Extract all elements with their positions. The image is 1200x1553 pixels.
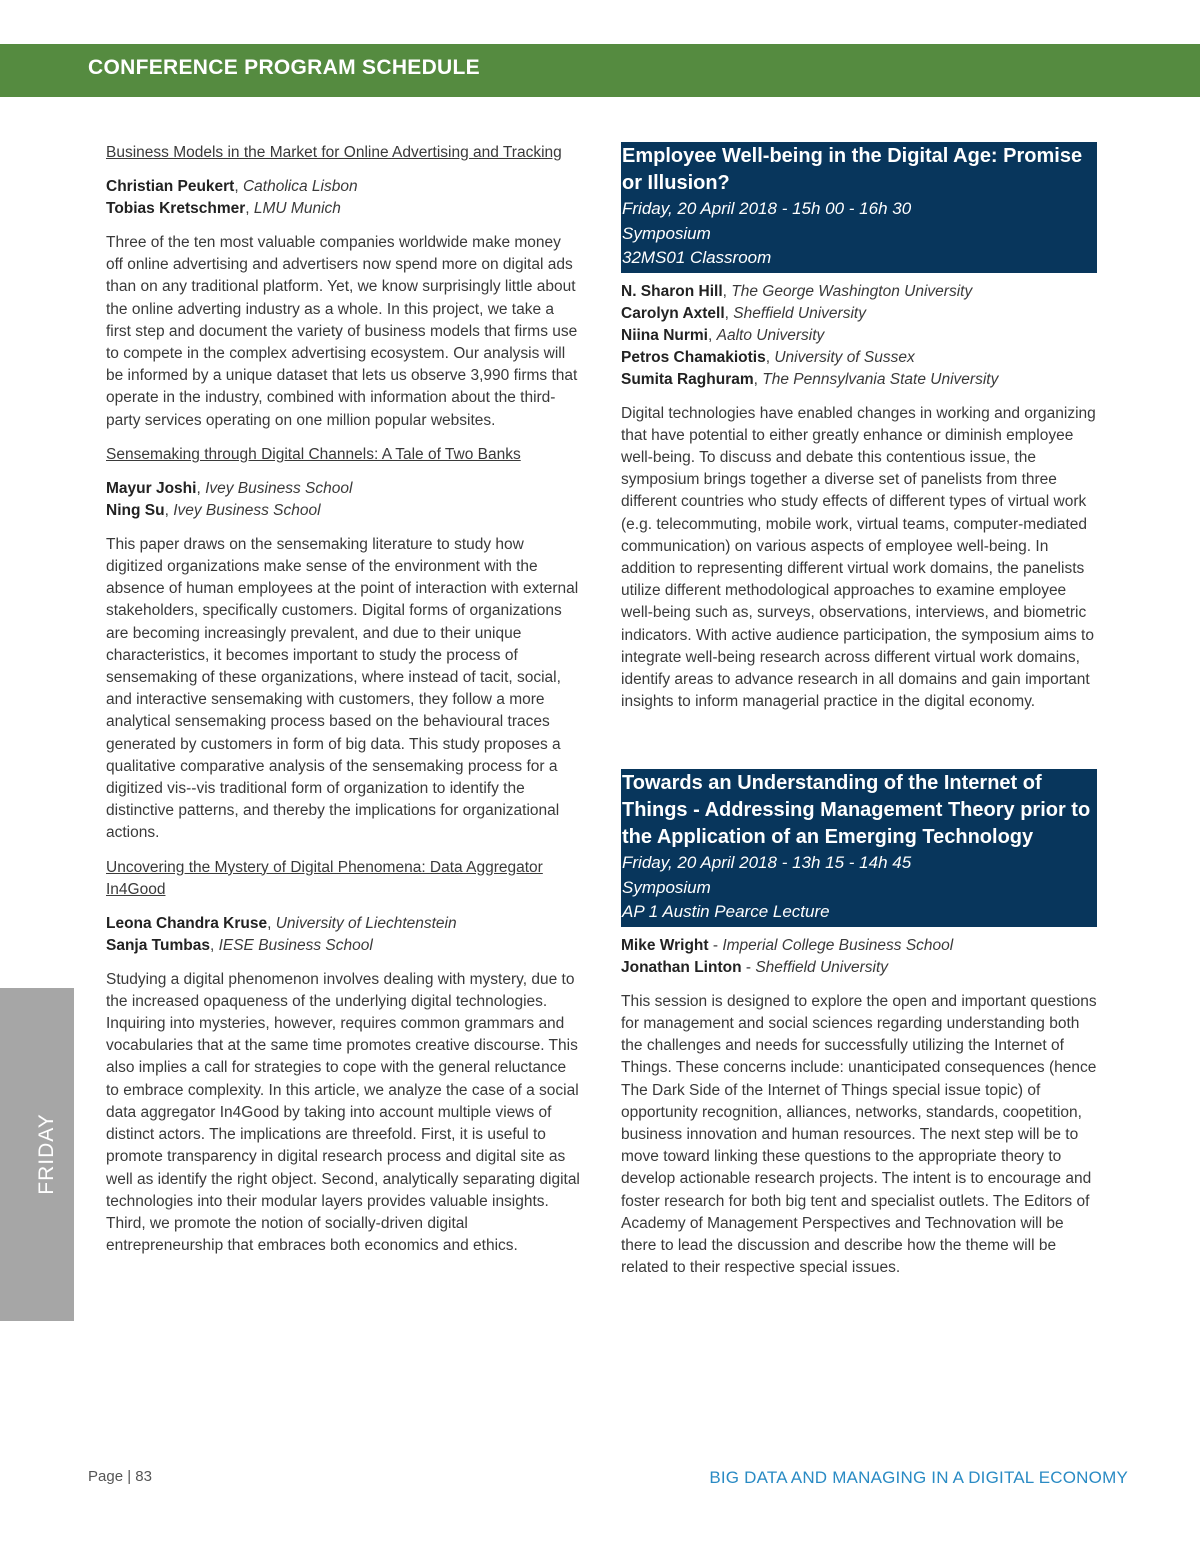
author-separator: , (765, 348, 775, 366)
author-list (106, 478, 580, 522)
paper-title: Uncovering the Mystery of Digital Phenomena: Data Aggregator In4Good (106, 858, 543, 898)
author-affiliation: University of Sussex (774, 348, 915, 366)
paper-title: Sensemaking through Digital Channels: A Tale of Two Banks (106, 445, 521, 463)
author-affiliation: University of Liechtenstein (275, 914, 457, 932)
author-line (621, 303, 1097, 325)
author-separator: - (741, 958, 756, 976)
author-name: Tobias Kretschmer (106, 200, 246, 217)
author-affiliation: Imperial College Business School (722, 936, 954, 954)
author-line (106, 500, 580, 522)
author-separator: , (164, 501, 174, 519)
section-spacer (621, 725, 1097, 769)
author-affiliation: Aalto University (716, 326, 825, 344)
session-type: Symposium (622, 223, 711, 243)
author-name: Mayur Joshi (106, 479, 197, 497)
paper-abstract: Studying a digital phenomenon involves dealing with mystery, due to the increased opaqueness of the underlying digital technologies. Inquiring into mysteries, however, requires common grammars and vocabularies that at the same time promotes creative discourse. This also implies a call for strategies to cope with the general reluctance to embrace complexity. In this article, we analyze the case of a social data aggregator In4Good by taking into account multiple views of distinct actors. The implications are threefold. First, it is useful to promote transparency in digital research process and digital site as well as identify the right object. Second, analytically separating digital technologies into their modular layers provides valuable insights. Third, we promote the notion of socially-driven digital entrepreneurship that embraces both economics and ethics. (106, 970, 580, 1255)
author-line (621, 935, 1097, 957)
author-line (106, 913, 580, 935)
author-separator: , (209, 936, 219, 954)
author-name: Leona Chandra Kruse (106, 914, 268, 932)
paper-title: Business Models in the Market for Online Advertising and Tracking (106, 144, 562, 161)
day-side-tab-label: FRIDAY (35, 1113, 58, 1195)
session-header-box (621, 142, 1097, 273)
author-name: Christian Peukert (106, 178, 235, 195)
paper-entry (106, 857, 580, 1258)
session-header-box (621, 769, 1097, 927)
session-abstract: This session is designed to explore the open and important questions for management and social sciences regarding understanding both the challenges and needs for successfully utilizing the Internet of Things. These concerns include: unanticipated consequences (hence The Dark Side of the Internet of Things special issue topic) of opportunity recognition, alliances, networks, standards, coopetition, business innovation and human resources. The next step will be to move toward linking these questions to the appropriate theory to develop actionable research projects. The intent is to encourage and foster research for both big tent and specialist outlets. The Editors of Academy of Management Perspectives and Technovation will be there to lead the discussion and describe how the theme will be related to their respective special issues. (621, 992, 1097, 1277)
author-affiliation: Sheffield University (733, 304, 866, 322)
author-line (106, 176, 580, 198)
author-name: Sanja Tumbas (106, 936, 210, 954)
author-separator: , (707, 326, 717, 344)
author-name: Petros Chamakiotis (621, 348, 766, 366)
author-name: Mike Wright (621, 936, 709, 954)
author-separator: , (234, 178, 243, 195)
author-list (621, 935, 1097, 979)
session-type: Symposium (622, 877, 711, 897)
author-name: Jonathan Linton (621, 958, 742, 976)
author-list (106, 913, 580, 957)
author-name: Niina Nurmi (621, 326, 708, 344)
author-separator: - (708, 936, 723, 954)
author-line (106, 478, 580, 500)
paper-abstract: This paper draws on the sensemaking literature to study how digitized organizations make sense of the environment with the absence of human employees at the point of interaction with external stakeholders, specifically customers. Digital forms of organizations are becoming increasingly prevalent, and due to their unique characteristics, it becomes important to study the process of sensemaking of these organizations, where instead of tacit, social, and interactive sensemaking with customers, they follow a more analytical sensemaking process based on the behavioural traces generated by customers in form of big data. This study proposes a qualitative comparative analysis of the sensemaking process for a digitized vis--vis traditional form of organization to identify the distinctive patterns, and thereby the implications for organizational actions. (106, 535, 579, 842)
author-line (621, 325, 1097, 347)
author-separator: , (753, 370, 763, 388)
author-name: N. Sharon Hill (621, 282, 723, 300)
author-affiliation: The Pennsylvania State University (762, 370, 999, 388)
session-title: Towards an Understanding of the Internet of Things - Addressing Management Theory prior to the Application of an Emerging Technology (622, 772, 1091, 849)
author-affiliation: LMU Munich (253, 200, 341, 217)
author-line (621, 957, 1097, 979)
author-affiliation: Ivey Business School (173, 501, 321, 519)
author-name: Sumita Raghuram (621, 370, 754, 388)
author-separator: , (245, 200, 254, 217)
author-separator: , (722, 282, 732, 300)
author-list (106, 176, 580, 220)
session-entry (621, 769, 1097, 1279)
author-affiliation: Ivey Business School (205, 479, 353, 497)
author-line (106, 935, 580, 957)
paper-entry (106, 444, 580, 845)
page-header-title: CONFERENCE PROGRAM SCHEDULE (88, 56, 480, 79)
footer-title: BIG DATA AND MANAGING IN A DIGITAL ECONOMY (709, 1468, 1128, 1487)
header-band (0, 44, 1200, 97)
paper-entry (106, 142, 580, 432)
author-affiliation: IESE Business School (218, 936, 373, 954)
session-datetime: Friday, 20 April 2018 - 13h 15 - 14h 45 (622, 853, 912, 873)
author-line (621, 369, 1097, 391)
author-line (621, 281, 1097, 303)
author-list (621, 281, 1097, 391)
author-separator: , (267, 914, 276, 932)
session-room: 32MS01 Classroom (622, 248, 772, 267)
left-column (106, 142, 580, 1269)
session-datetime: Friday, 20 April 2018 - 15h 00 - 16h 30 (622, 199, 912, 218)
author-name: Ning Su (106, 501, 165, 519)
author-affiliation: The George Washington University (731, 282, 973, 300)
page-number: Page | 83 (88, 1468, 152, 1485)
author-line (621, 347, 1097, 369)
author-affiliation: Sheffield University (755, 958, 888, 976)
paper-abstract: Three of the ten most valuable companies worldwide make money off online advertising and advertisers now spend more on digital ads than on any traditional platform. Yet, we know surprisingly little about the online adverting industry as a whole. In this project, we take a first step and document the variety of business models that firms use to compete in the complex advertising ecosystem. Our analysis will be informed by a unique dataset that lets us observe 3,990 firms that operate in the industry, combined with information about the third-party services operating on one million popular websites. (106, 234, 578, 429)
author-separator: , (196, 479, 206, 497)
session-room: AP 1 Austin Pearce Lecture (622, 902, 830, 922)
author-line (106, 198, 580, 220)
right-column (621, 142, 1097, 1291)
session-entry (621, 142, 1097, 713)
session-title: Employee Well-being in the Digital Age: Promise or Illusion? (622, 145, 1083, 194)
author-affiliation: Catholica Lisbon (242, 178, 358, 195)
author-name: Carolyn Axtell (621, 304, 725, 322)
author-separator: , (724, 304, 734, 322)
session-abstract: Digital technologies have enabled changes in working and organizing that have potential to either greatly enhance or diminish employee well-being. To discuss and debate this contentious issue, the symposium brings together a diverse set of panelists from three different countries who study effects of different types of virtual work (e.g. telecommuting, mobile work, virtual teams, computer-mediated communication) on various aspects of employee well-being. In addition to representing different virtual work domains, the panelists utilize different methodological approaches to examine employee well-being such as, surveys, observations, interviews, and biometric indicators. With active audience participation, the symposium aims to integrate well-being research across different virtual work domains, identify areas to advance research in all domains and gain important insights to inform managerial practice in the digital economy. (621, 404, 1096, 711)
